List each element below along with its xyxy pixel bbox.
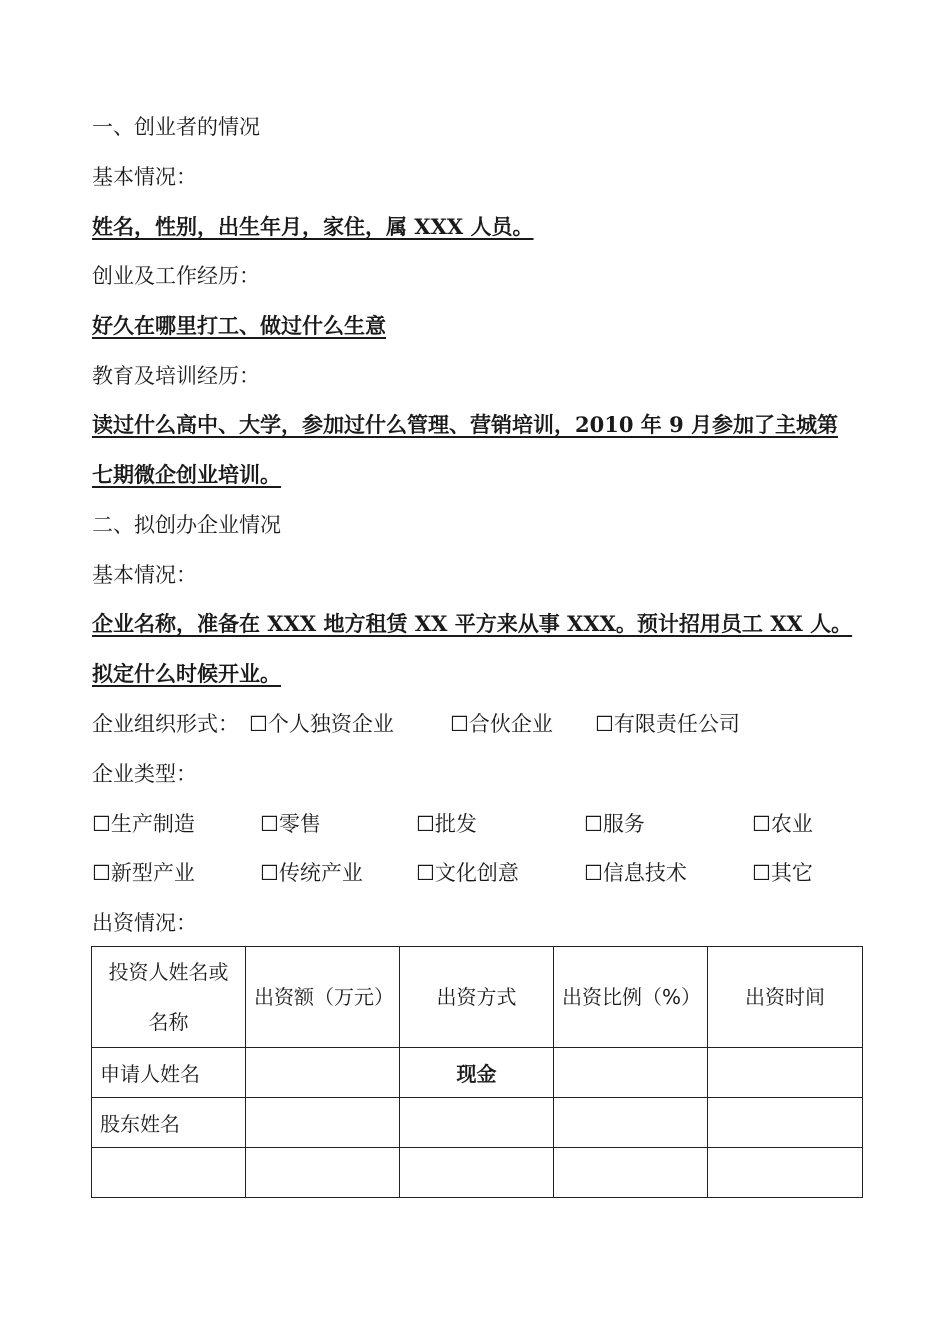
org-option-label: 有限责任公司 — [613, 712, 740, 736]
header-method: 出资方式 — [400, 947, 554, 1048]
table-cell[interactable] — [246, 1098, 400, 1148]
education-value-line2: 七期微企创业培训。 — [92, 462, 281, 487]
table-cell[interactable] — [554, 1048, 708, 1098]
checkbox-icon[interactable]: ☐ — [584, 861, 603, 885]
checkbox-icon[interactable]: ☐ — [752, 861, 771, 885]
table-cell[interactable]: 现金 — [400, 1048, 554, 1098]
type-option-it[interactable] — [584, 859, 687, 887]
education-value-line1: 读过什么高中、大学，参加过什么管理、营销培训，2010 年 9 月参加了主城第 — [92, 412, 838, 437]
checkbox-icon[interactable]: ☐ — [450, 712, 469, 736]
table-cell[interactable] — [92, 1148, 246, 1198]
investment-table — [91, 946, 863, 1198]
type-option-other[interactable] — [752, 859, 813, 887]
basic-info-label: 基本情况： — [92, 165, 197, 189]
type-option-manufacturing[interactable] — [92, 810, 195, 838]
type-option-wholesale[interactable] — [416, 810, 477, 838]
type-option-agriculture[interactable] — [752, 810, 813, 838]
type-option-label: 传统产业 — [278, 861, 363, 885]
type-option-retail[interactable] — [260, 810, 321, 838]
org-option-label: 个人独资企业 — [267, 712, 394, 736]
table-cell[interactable] — [708, 1098, 863, 1148]
checkbox-icon[interactable]: ☐ — [416, 861, 435, 885]
header-time: 出资时间 — [708, 947, 863, 1048]
checkbox-icon[interactable]: ☐ — [92, 861, 111, 885]
checkbox-icon[interactable]: ☐ — [595, 712, 614, 736]
type-option-label: 文化创意 — [434, 861, 519, 885]
org-form-label: 企业组织形式： — [92, 712, 239, 736]
company-basic-value-line2: 拟定什么时候开业。 — [92, 661, 281, 686]
section2-heading: 二、拟创办企业情况 — [92, 513, 281, 537]
checkbox-icon[interactable]: ☐ — [249, 712, 268, 736]
org-option-llc[interactable] — [595, 710, 740, 738]
company-basic-value-line1: 企业名称，准备在 XXX 地方租赁 XX 平方来从事 XXX。预计招用员工 XX 人。 — [92, 611, 853, 636]
table-row — [92, 1098, 863, 1148]
table-cell[interactable] — [554, 1098, 708, 1148]
org-option-partnership[interactable] — [450, 710, 553, 738]
type-option-label: 零售 — [278, 812, 321, 836]
table-row — [92, 1148, 863, 1198]
basic-info-value: 姓名，性别，出生年月，家住，属 XXX 人员。 — [92, 214, 534, 239]
table-row — [92, 1048, 863, 1098]
work-history-label: 创业及工作经历： — [92, 264, 260, 288]
table-cell[interactable] — [708, 1148, 863, 1198]
table-cell[interactable] — [400, 1098, 554, 1148]
type-option-label: 服务 — [602, 812, 645, 836]
checkbox-icon[interactable]: ☐ — [584, 812, 603, 836]
type-option-label: 生产制造 — [110, 812, 195, 836]
table-cell[interactable] — [708, 1048, 863, 1098]
type-option-label: 新型产业 — [110, 861, 195, 885]
checkbox-icon[interactable]: ☐ — [260, 861, 279, 885]
header-investor-name: 投资人姓名或名称 — [92, 947, 246, 1048]
type-option-label: 其它 — [770, 861, 813, 885]
table-cell[interactable] — [400, 1148, 554, 1198]
type-option-cultural-creative[interactable] — [416, 859, 519, 887]
type-option-label: 批发 — [434, 812, 477, 836]
header-amount: 出资额（万元） — [246, 947, 400, 1048]
company-type-label: 企业类型： — [92, 762, 197, 786]
type-option-label: 信息技术 — [602, 861, 687, 885]
education-label: 教育及培训经历： — [92, 364, 260, 388]
org-option-sole[interactable] — [249, 710, 394, 738]
type-option-service[interactable] — [584, 810, 645, 838]
table-cell[interactable]: 申请人姓名 — [92, 1048, 246, 1098]
investment-label: 出资情况： — [92, 911, 197, 935]
table-cell[interactable]: 股东姓名 — [92, 1098, 246, 1148]
type-option-traditional-industry[interactable] — [260, 859, 363, 887]
work-history-value: 好久在哪里打工、做过什么生意 — [92, 313, 386, 338]
table-cell[interactable] — [246, 1148, 400, 1198]
table-header-row — [92, 947, 863, 1048]
header-ratio: 出资比例（%） — [554, 947, 708, 1048]
table-cell[interactable] — [246, 1048, 400, 1098]
company-basic-label: 基本情况： — [92, 563, 197, 587]
type-option-new-industry[interactable] — [92, 859, 195, 887]
type-option-label: 农业 — [770, 812, 813, 836]
checkbox-icon[interactable]: ☐ — [416, 812, 435, 836]
table-cell[interactable] — [554, 1148, 708, 1198]
checkbox-icon[interactable]: ☐ — [752, 812, 771, 836]
org-option-label: 合伙企业 — [468, 712, 553, 736]
checkbox-icon[interactable]: ☐ — [260, 812, 279, 836]
checkbox-icon[interactable]: ☐ — [92, 812, 111, 836]
section1-heading: 一、创业者的情况 — [92, 115, 260, 139]
